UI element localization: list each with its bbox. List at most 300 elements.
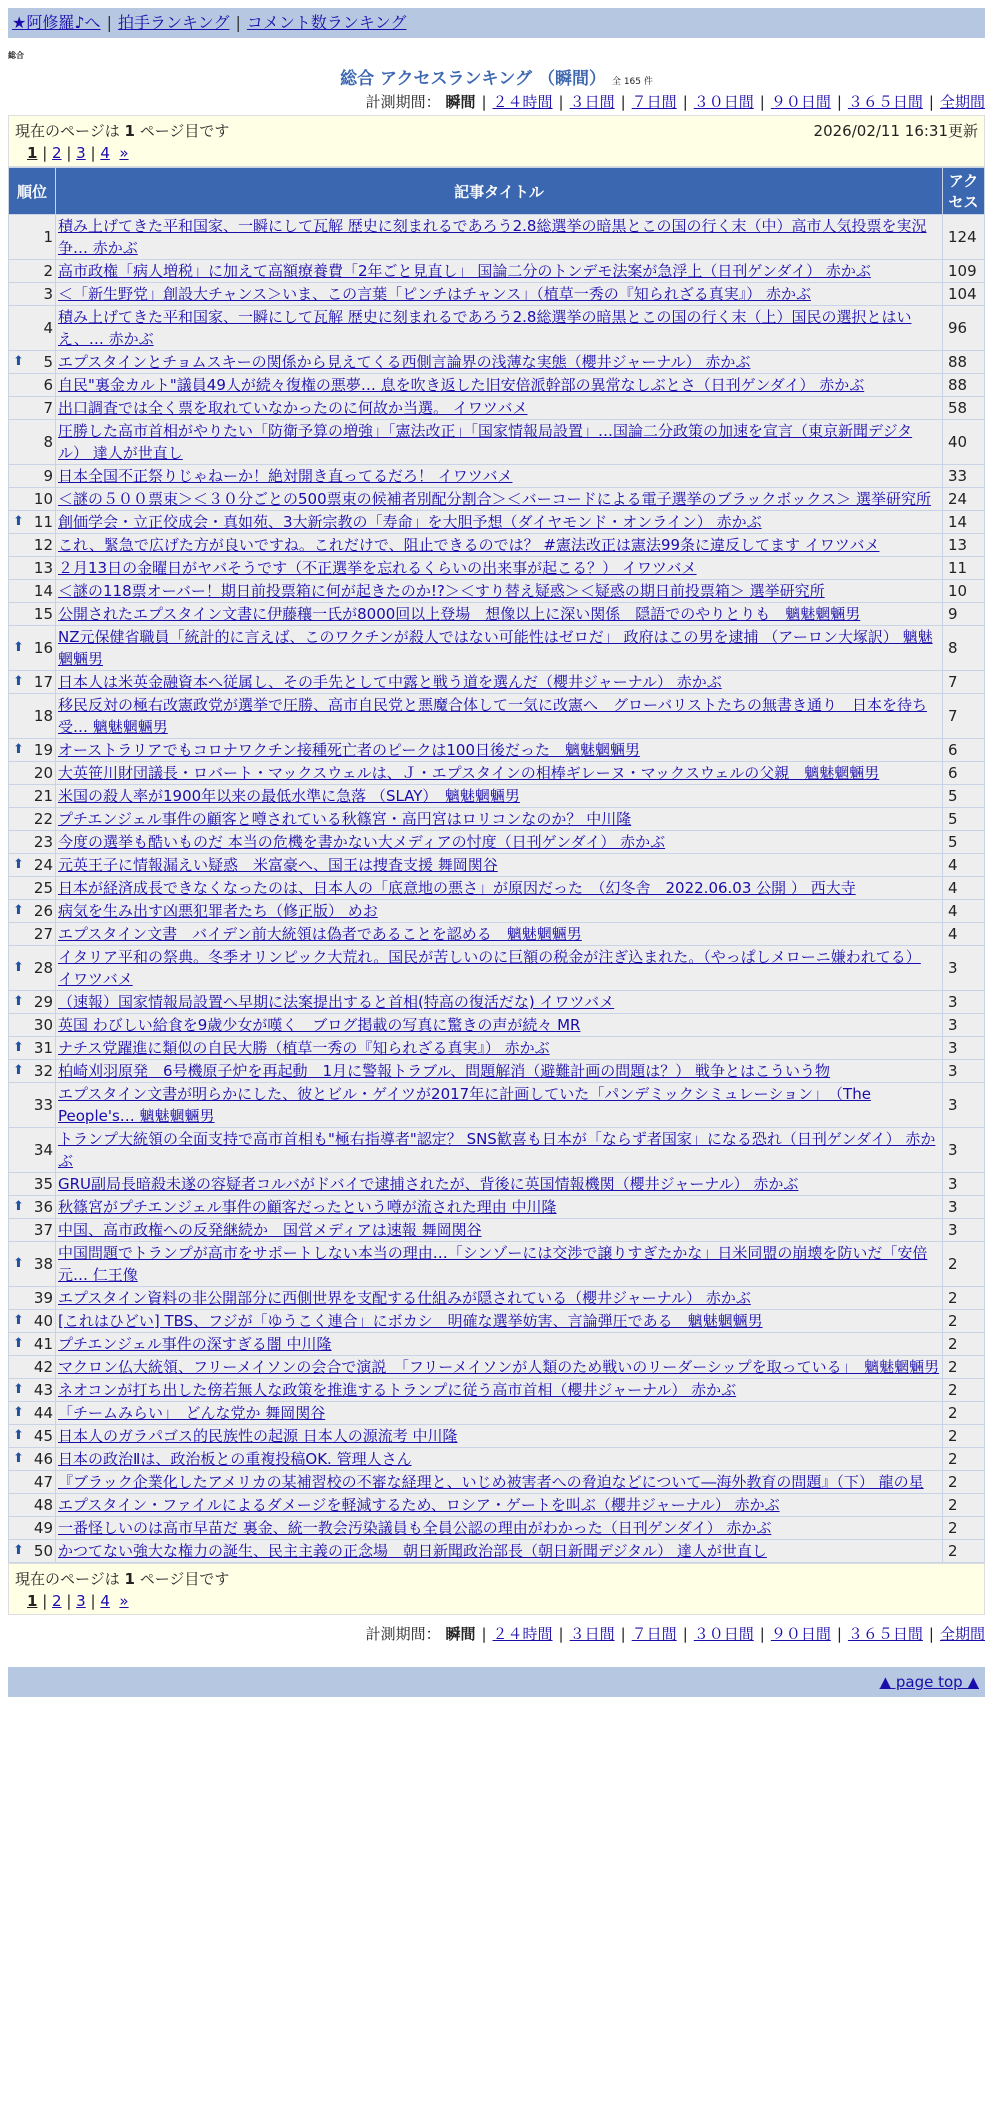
title-cell (56, 260, 943, 283)
access-count: 4 (943, 877, 985, 900)
page-top-link[interactable]: ▲ page top ▲ (879, 1673, 979, 1691)
access-count: 4 (943, 923, 985, 946)
access-count: 7 (943, 671, 985, 694)
table-row (9, 923, 985, 946)
article-title-link[interactable]: 自民"裏金カルト"議員49人が続々復権の悪夢… 息を吹き返した旧安倍派幹部の異常なしぶとさ（日刊ゲンダイ） 赤かぶ (58, 376, 865, 394)
rank-cell (9, 1310, 56, 1333)
table-row (9, 374, 985, 397)
table-row (9, 854, 985, 877)
rank-number: 16 (33, 639, 53, 657)
rank-cell (9, 420, 56, 465)
rank-cell (9, 1196, 56, 1219)
article-title-link[interactable]: 日本が経済成長できなくなったのは、日本人の「底意地の悪さ」が原因だった （幻冬舎 2022.06.03 公開 ） 西大寺 (58, 879, 856, 897)
article-title-link[interactable]: [これはひどい] TBS、フジが「ゆうこく連合」にボカシ 明確な選挙妨害、言論弾圧である 魑魅魍魎男 (58, 1312, 763, 1330)
rank-cell (9, 900, 56, 923)
rank-cell (9, 1448, 56, 1471)
rank-cell (9, 785, 56, 808)
page-title: 総合 アクセスランキング （瞬間） (340, 69, 606, 89)
title-cell (56, 465, 943, 488)
access-count: 3 (943, 1060, 985, 1083)
access-count: 96 (943, 306, 985, 351)
access-count: 3 (943, 1173, 985, 1196)
table-row (9, 1517, 985, 1540)
article-title-link[interactable]: 積み上げてきた平和国家、一瞬にして瓦解 歴史に刻まれるであろう2.8総選挙の暗黒とこの国の行く末（上）国民の選択とはいえ、… 赤かぶ (58, 308, 912, 348)
rank-number: 44 (33, 1404, 53, 1422)
rank-cell (9, 580, 56, 603)
title-cell (56, 1356, 943, 1379)
rank-cell (9, 465, 56, 488)
rank-number: 37 (33, 1221, 53, 1239)
table-row (9, 1425, 985, 1448)
up-arrow-icon: ⬆ (13, 674, 24, 689)
rank-cell (9, 1287, 56, 1310)
rank-number: 12 (33, 536, 53, 554)
current-page-text: 現在のページは 1 ページ目です (15, 122, 230, 140)
article-title-link[interactable]: 移民反対の極右改憲政党が選挙で圧勝、高市自民党と悪魔合体して一気に改憲へ グローバリストたちの無書き通り 日本を待ち受… 魑魅魍魎男 (58, 696, 927, 736)
rank-number: 39 (33, 1289, 53, 1307)
rank-cell (9, 534, 56, 557)
title-cell (56, 946, 943, 991)
access-count: 124 (943, 215, 985, 260)
period-current: 瞬間 (445, 1625, 476, 1643)
article-title-link[interactable]: ナチス党躍進に類似の自民大勝（植草一秀の『知られざる真実』） 赤かぶ (58, 1039, 550, 1057)
article-title-link[interactable]: プチエンジェル事件の深すぎる闇 中川隆 (58, 1335, 332, 1353)
title-cell (56, 1242, 943, 1287)
access-count: 2 (943, 1494, 985, 1517)
article-title-link[interactable]: 『ブラック企業化したアメリカの某補習校の不審な経理と、いじめ被害者への脅迫などについて―海外教育の問題』（下） 龍の星 (58, 1473, 924, 1491)
period-link-30d[interactable]: ３０日間 (693, 1625, 754, 1643)
title-cell (56, 671, 943, 694)
table-row (9, 1128, 985, 1173)
article-title-link[interactable]: 出口調査では全く票を取れていなかったのに何故か当選。 イワツバメ (58, 399, 528, 417)
access-count: 9 (943, 603, 985, 626)
rank-number: 26 (33, 902, 53, 920)
rank-cell (9, 511, 56, 534)
rank-cell (9, 1060, 56, 1083)
up-arrow-icon: ⬆ (13, 1428, 24, 1443)
table-row (9, 762, 985, 785)
rank-cell (9, 1128, 56, 1173)
article-title-link[interactable]: 大英笹川財団議長・ロバート・マックスウェルは、Ｊ・エプスタインの相棒ギレーヌ・マックスウェルの父親 魑魅魍魎男 (58, 764, 880, 782)
access-count: 33 (943, 465, 985, 488)
article-title-link[interactable]: 中国問題でトランプが高市をサポートしない本当の理由…「シンゾーには交渉で譲りすぎたかな」日米同盟の崩壊を防いだ「安倍元… 仁王像 (58, 1244, 928, 1284)
rank-cell (9, 626, 56, 671)
access-count: 2 (943, 1287, 985, 1310)
table-row (9, 808, 985, 831)
table-row (9, 900, 985, 923)
access-count: 13 (943, 534, 985, 557)
title-cell (56, 511, 943, 534)
article-title-link[interactable]: （速報）国家情報局設置へ早期に法案提出すると首相(特高の復活だな) イワツバメ (58, 993, 615, 1011)
table-row (9, 1287, 985, 1310)
title-cell (56, 1540, 943, 1563)
title-cell (56, 1517, 943, 1540)
article-title-link[interactable]: 「チームみらい」 どんな党か 舞岡関谷 (58, 1404, 326, 1422)
rank-number: 29 (33, 993, 53, 1011)
access-count: 10 (943, 580, 985, 603)
title-cell (56, 1448, 943, 1471)
rank-cell (9, 739, 56, 762)
rank-cell (9, 854, 56, 877)
rank-number: 13 (33, 559, 53, 577)
rank-number: 8 (43, 433, 53, 451)
access-count: 3 (943, 1196, 985, 1219)
article-title-link[interactable]: ＜謎の５００票束＞＜３０分ごとの500票束の候補者別配分割合＞＜バーコードによる電子選挙のブラックボックス＞ 選挙研究所 (58, 490, 931, 508)
rank-number: 24 (33, 856, 53, 874)
table-row (9, 877, 985, 900)
table-row (9, 1060, 985, 1083)
rank-number: 6 (43, 376, 53, 394)
table-row (9, 1494, 985, 1517)
article-title-link[interactable]: GRU副局長暗殺未遂の容疑者コルバがドバイで逮捕されたが、背後に英国情報機関（櫻井ジャーナル） 赤かぶ (58, 1175, 799, 1193)
title-cell (56, 900, 943, 923)
article-title-link[interactable]: 一番怪しいのは高市早苗だ 裏金、統一教会汚染議員も全員公認の理由がわかった（日刊ゲンダイ） 赤かぶ (58, 1519, 772, 1537)
article-title-link[interactable]: ＜「新生野党」創設大チャンス＞いま、この言葉「ピンチはチャンス」（植草一秀の『知られざる真実』） 赤かぶ (58, 285, 811, 303)
rank-cell (9, 397, 56, 420)
article-title-link[interactable]: 病気を生み出す凶悪犯罪者たち（修正版） めお (58, 902, 378, 920)
article-title-link[interactable]: 英国 わびしい給食を9歳少女が嘆く ブログ掲載の写真に驚きの声が続々 MR (58, 1016, 581, 1034)
title-cell (56, 1083, 943, 1128)
rank-cell (9, 1014, 56, 1037)
table-row (9, 260, 985, 283)
rank-number: 21 (33, 787, 53, 805)
current-page-text-bottom: 現在のページは 1 ページ目です (15, 1570, 230, 1588)
up-arrow-icon: ⬆ (13, 1040, 24, 1055)
total-count: 全 165 件 (611, 77, 653, 87)
page-link-3[interactable]: 3 (76, 1592, 86, 1610)
rank-cell (9, 1242, 56, 1287)
access-count: 2 (943, 1448, 985, 1471)
rank-cell (9, 1037, 56, 1060)
rank-cell (9, 1402, 56, 1425)
page-current: 1 (27, 1592, 38, 1610)
title-cell (56, 1425, 943, 1448)
period-link-30d[interactable]: ３０日間 (693, 93, 754, 111)
col-header-access: アクセス (943, 168, 985, 215)
page-link-4[interactable]: 4 (100, 1592, 110, 1610)
pagination-top (8, 115, 985, 167)
access-count: 2 (943, 1471, 985, 1494)
category-label: 総合 (8, 51, 24, 60)
rank-cell (9, 1471, 56, 1494)
title-cell (56, 351, 943, 374)
table-row (9, 831, 985, 854)
period-link-7d[interactable]: ７日間 (631, 93, 677, 111)
article-title-link[interactable]: エプスタイン・ファイルによるダメージを軽減するため、ロシア・ゲートを叫ぶ（櫻井ジャーナル） 赤かぶ (58, 1496, 780, 1514)
rank-cell (9, 374, 56, 397)
access-count: 109 (943, 260, 985, 283)
table-row (9, 1448, 985, 1471)
period-link-24h[interactable]: ２４時間 (492, 93, 553, 111)
rank-number: 28 (33, 959, 53, 977)
article-title-link[interactable]: 高市政権「病人増税」に加えて高額療養費「2年ごと見直し」 国論二分のトンデモ法案が急浮上（日刊ゲンダイ） 赤かぶ (58, 262, 871, 280)
article-title-link[interactable]: エプスタイン資料の非公開部分に西側世界を支配する仕組みが隠されている（櫻井ジャーナル） 赤かぶ (58, 1289, 751, 1307)
article-title-link[interactable]: 積み上げてきた平和国家、一瞬にして瓦解 歴史に刻まれるであろう2.8総選挙の暗黒とこの国の行く末（中）高市人気投票を実況争… 赤かぶ (58, 217, 927, 257)
rank-cell (9, 557, 56, 580)
rank-cell (9, 1517, 56, 1540)
article-title-link[interactable]: ネオコンが打ち出した傍若無人な政策を推進するトランプに従う高市首相（櫻井ジャーナル） 赤かぶ (58, 1381, 737, 1399)
article-title-link[interactable]: エプスタイン文書 バイデン前大統領は偽者であることを認める 魑魅魍魎男 (58, 925, 582, 943)
access-count: 3 (943, 1128, 985, 1173)
access-count: 6 (943, 739, 985, 762)
up-arrow-icon: ⬆ (13, 1336, 24, 1351)
rank-cell (9, 1425, 56, 1448)
updated-timestamp: 2026/02/11 16:31更新 (813, 122, 978, 140)
period-current: 瞬間 (445, 93, 476, 111)
rank-cell (9, 215, 56, 260)
rank-cell (9, 877, 56, 900)
up-arrow-icon: ⬆ (13, 903, 24, 918)
title-cell (56, 1333, 943, 1356)
period-link-3d[interactable]: ３日間 (569, 1625, 615, 1643)
article-title-link[interactable]: エプスタインとチョムスキーの関係から見えてくる西側言論界の浅薄な実態（櫻井ジャーナル） 赤かぶ (58, 353, 751, 371)
access-count: 5 (943, 831, 985, 854)
table-row (9, 1471, 985, 1494)
article-title-link[interactable]: ＜謎の118票オーバー！期日前投票箱に何が起きたのか!?＞＜すり替え疑惑＞＜疑惑の期日前投票箱＞ 選挙研究所 (58, 582, 825, 600)
article-title-link[interactable]: NZ元保健省職員「統計的に言えば、このワクチンが殺人ではない可能性はゼロだ」 政府はこの男を逮捕 （アーロン大塚訳） 魑魅魍魎男 (58, 628, 933, 668)
page-links-bottom: 1 | 2 | 3 | 4 » (27, 1592, 129, 1610)
title-cell (56, 808, 943, 831)
article-title-link[interactable]: トランプ大統領の全面支持で高市首相も"極右指導者"認定？ SNS歓喜も日本が「ならず者国家」になる恐れ（日刊ゲンダイ） 赤かぶ (58, 1130, 936, 1170)
table-row (9, 694, 985, 739)
table-row (9, 1196, 985, 1219)
rank-cell (9, 946, 56, 991)
page-link-2[interactable]: 2 (52, 1592, 62, 1610)
table-row (9, 603, 985, 626)
article-title-link[interactable]: これ、緊急で広げた方が良いですね。これだけで、阻止できるのでは？ #憲法改正は憲法99条に違反してます イワツバメ (58, 536, 880, 554)
table-row (9, 1173, 985, 1196)
article-title-link[interactable]: 日本全国不正祭りじゃねーか！絶対開き直ってるだろ！ イワツバメ (58, 467, 513, 485)
article-title-link[interactable]: プチエンジェル事件の顧客と噂されている秋篠宮・高円宮はロリコンなのか？ 中川隆 (58, 810, 632, 828)
rank-number: 22 (33, 810, 53, 828)
title-cell (56, 534, 943, 557)
rank-cell (9, 603, 56, 626)
title-cell (56, 877, 943, 900)
title-cell (56, 1310, 943, 1333)
rank-number: 36 (33, 1198, 53, 1216)
period-label: 計測期間： (365, 1625, 441, 1643)
next-page-link[interactable]: » (119, 1592, 129, 1610)
up-arrow-icon: ⬆ (13, 1256, 24, 1271)
article-title-link[interactable]: マクロン仏大統領、フリーメイソンの会合で演説 「フリーメイソンが人類のため戦いのリーダーシップを取っている」 魑魅魍魎男 (58, 1358, 940, 1376)
table-row (9, 397, 985, 420)
rank-cell (9, 1083, 56, 1128)
article-title-link[interactable]: 公開されたエプスタイン文書に伊藤穰一氏が8000回以上登場 想像以上に深い関係 隠語でのやりとりも 魑魅魍魎男 (58, 605, 861, 623)
title-cell (56, 1287, 943, 1310)
rank-number: 17 (33, 673, 53, 691)
title-cell (56, 283, 943, 306)
rank-number: 47 (33, 1473, 53, 1491)
table-row (9, 420, 985, 465)
rank-number: 43 (33, 1381, 53, 1399)
access-count: 3 (943, 1219, 985, 1242)
title-cell (56, 626, 943, 671)
title-cell (56, 1128, 943, 1173)
rank-cell (9, 694, 56, 739)
title-cell (56, 580, 943, 603)
heading (0, 64, 993, 89)
rank-number: 15 (33, 605, 53, 623)
nav-separator: | (106, 13, 112, 32)
article-title-link[interactable]: 柏崎刈羽原発 6号機原子炉を再起動 1月に警報トラブル、問題解消（避難計画の問題は？） 戦争とはこういう物 (58, 1062, 831, 1080)
access-count: 4 (943, 900, 985, 923)
table-row (9, 1083, 985, 1128)
title-cell (56, 1402, 943, 1425)
rank-cell (9, 762, 56, 785)
rank-number: 4 (43, 319, 53, 337)
page-link-3[interactable]: 3 (76, 144, 86, 162)
access-count: 4 (943, 854, 985, 877)
table-row (9, 1310, 985, 1333)
access-count: 2 (943, 1517, 985, 1540)
title-cell (56, 762, 943, 785)
article-title-link[interactable]: イタリア平和の祭典。冬季オリンピック大荒れ。国民が苦しいのに巨額の税金が注ぎ込まれた。（やっぱしメローニ嫌われてる） イワツバメ (58, 948, 921, 988)
title-cell (56, 854, 943, 877)
access-count: 40 (943, 420, 985, 465)
table-row (9, 215, 985, 260)
access-count: 5 (943, 785, 985, 808)
nav-link-clap-ranking[interactable]: 拍手ランキング (117, 13, 230, 32)
up-arrow-icon: ⬆ (13, 1063, 24, 1078)
rank-cell (9, 671, 56, 694)
table-row (9, 739, 985, 762)
up-arrow-icon: ⬆ (13, 857, 24, 872)
period-link-90d[interactable]: ９０日間 (770, 1625, 831, 1643)
up-arrow-icon: ⬆ (13, 1405, 24, 1420)
page-link-2[interactable]: 2 (52, 144, 62, 162)
article-title-link[interactable]: 中国、高市政権への反発継続か 国営メディアは速報 舞岡関谷 (58, 1221, 482, 1239)
table-row (9, 1014, 985, 1037)
title-cell (56, 1219, 943, 1242)
rank-number: 46 (33, 1450, 53, 1468)
rank-number: 9 (43, 467, 53, 485)
article-title-link[interactable]: 秋篠宮がプチエンジェル事件の顧客だったという噂が流された理由 中川隆 (58, 1198, 557, 1216)
rank-number: 1 (43, 228, 53, 246)
article-title-link[interactable]: 日本人は米英金融資本へ従属し、その手先として中露と戦う道を選んだ（櫻井ジャーナル） 赤かぶ (58, 673, 722, 691)
table-row (9, 283, 985, 306)
title-cell (56, 1379, 943, 1402)
access-count: 7 (943, 694, 985, 739)
rank-cell (9, 1333, 56, 1356)
rank-number: 5 (43, 353, 53, 371)
page-links: 1 | 2 | 3 | 4 » (27, 144, 129, 162)
top-nav (8, 8, 985, 38)
up-arrow-icon: ⬆ (13, 1543, 24, 1558)
nav-separator: | (235, 13, 241, 32)
rank-number: 25 (33, 879, 53, 897)
page-link-4[interactable]: 4 (100, 144, 110, 162)
up-arrow-icon: ⬆ (13, 640, 24, 655)
title-cell (56, 831, 943, 854)
rank-cell (9, 1356, 56, 1379)
title-cell (56, 785, 943, 808)
rank-number: 50 (33, 1542, 53, 1560)
access-count: 24 (943, 488, 985, 511)
up-arrow-icon: ⬆ (13, 514, 24, 529)
up-arrow-icon: ⬆ (13, 1199, 24, 1214)
period-link-3d[interactable]: ３日間 (569, 93, 615, 111)
title-cell (56, 739, 943, 762)
access-count: 2 (943, 1402, 985, 1425)
rank-number: 31 (33, 1039, 53, 1057)
access-count: 11 (943, 557, 985, 580)
next-page-link[interactable]: » (119, 144, 129, 162)
up-arrow-icon: ⬆ (13, 1382, 24, 1397)
rank-cell (9, 923, 56, 946)
nav-link-comment-ranking[interactable]: コメント数ランキング (246, 13, 407, 32)
rank-number: 27 (33, 925, 53, 943)
rank-number: 19 (33, 741, 53, 759)
table-row (9, 557, 985, 580)
rank-cell (9, 351, 56, 374)
rank-number: 18 (33, 707, 53, 725)
article-title-link[interactable]: 今度の選挙も酷いものだ 本当の危機を書かない大メディアの忖度（日刊ゲンダイ） 赤かぶ (58, 833, 666, 851)
rank-number: 32 (33, 1062, 53, 1080)
article-title-link[interactable]: ２月13日の金曜日がヤバそうです（不正選挙を忘れるくらいの出来事が起こる？） イワツバメ (58, 559, 697, 577)
rank-number: 38 (33, 1255, 53, 1273)
access-count: 104 (943, 283, 985, 306)
article-title-link[interactable]: 日本人のガラパゴス的民族性の起源 日本人の源流考 中川隆 (58, 1427, 458, 1445)
rank-number: 48 (33, 1496, 53, 1514)
ranking-table (8, 167, 985, 1563)
article-title-link[interactable]: 圧勝した高市首相がやりたい「防衛予算の増強」「憲法改正」「国家情報局設置」…国論二分政策の加速を宣言（東京新聞デジタル） 達人が世直し (58, 422, 913, 462)
article-title-link[interactable]: かつてない強大な権力の誕生、民主主義の正念場 朝日新聞政治部長（朝日新聞デジタル） 達人が世直し (58, 1542, 767, 1560)
rank-number: 3 (43, 285, 53, 303)
article-title-link[interactable]: オーストラリアでもコロナワクチン接種死亡者のピークは100日後だった 魑魅魍魎男 (58, 741, 640, 759)
nav-link-asyura[interactable]: ★阿修羅♪へ (12, 13, 101, 32)
article-title-link[interactable]: 米国の殺人率が1900年以来の最低水準に急落 （SLAY） 魑魅魍魎男 (58, 787, 520, 805)
table-row (9, 1037, 985, 1060)
article-title-link[interactable]: エプスタイン文書が明らかにした、彼とビル・ゲイツが2017年に計画していた「パンデミックシミュレーション」 （The People's… 魑魅魍魎男 (58, 1085, 871, 1125)
page-current: 1 (27, 144, 38, 162)
rank-cell (9, 1219, 56, 1242)
table-row (9, 534, 985, 557)
rank-number: 41 (33, 1335, 53, 1353)
rank-number: 40 (33, 1312, 53, 1330)
title-cell (56, 1037, 943, 1060)
title-cell (56, 420, 943, 465)
period-link-90d[interactable]: ９０日間 (770, 93, 831, 111)
title-cell (56, 488, 943, 511)
period-link-all[interactable]: 全期間 (939, 93, 985, 111)
title-cell (56, 374, 943, 397)
period-link-365d[interactable]: ３６５日間 (847, 1625, 923, 1643)
rank-number: 7 (43, 399, 53, 417)
up-arrow-icon: ⬆ (13, 960, 24, 975)
period-link-24h[interactable]: ２４時間 (492, 1625, 553, 1643)
footer-bar (8, 1667, 985, 1697)
title-cell (56, 397, 943, 420)
article-title-link[interactable]: 日本の政治Ⅱは、政治板との重複投稿OK. 管理人さん (58, 1450, 412, 1468)
period-link-365d[interactable]: ３６５日間 (847, 93, 923, 111)
table-row (9, 671, 985, 694)
table-row (9, 465, 985, 488)
rank-number: 33 (33, 1096, 53, 1114)
title-cell (56, 557, 943, 580)
rank-cell (9, 831, 56, 854)
period-link-all[interactable]: 全期間 (939, 1625, 985, 1643)
article-title-link[interactable]: 元英王子に情報漏えい疑惑 米富豪へ、国王は捜査支援 舞岡関谷 (58, 856, 498, 874)
title-cell (56, 1014, 943, 1037)
title-cell (56, 694, 943, 739)
rank-number: 45 (33, 1427, 53, 1445)
access-count: 2 (943, 1540, 985, 1563)
period-selector-top: 計測期間： 瞬間 | ２４時間 | ３日間 | ７日間 | ３０日間 | ９０日間 | ３６５日間 | 全期間 (365, 93, 985, 111)
rank-cell (9, 260, 56, 283)
period-link-7d[interactable]: ７日間 (631, 1625, 677, 1643)
title-cell (56, 1494, 943, 1517)
article-title-link[interactable]: 創価学会・立正佼成会・真如苑、3大新宗教の「寿命」を大胆予想（ダイヤモンド・オンライン） 赤かぶ (58, 513, 762, 531)
